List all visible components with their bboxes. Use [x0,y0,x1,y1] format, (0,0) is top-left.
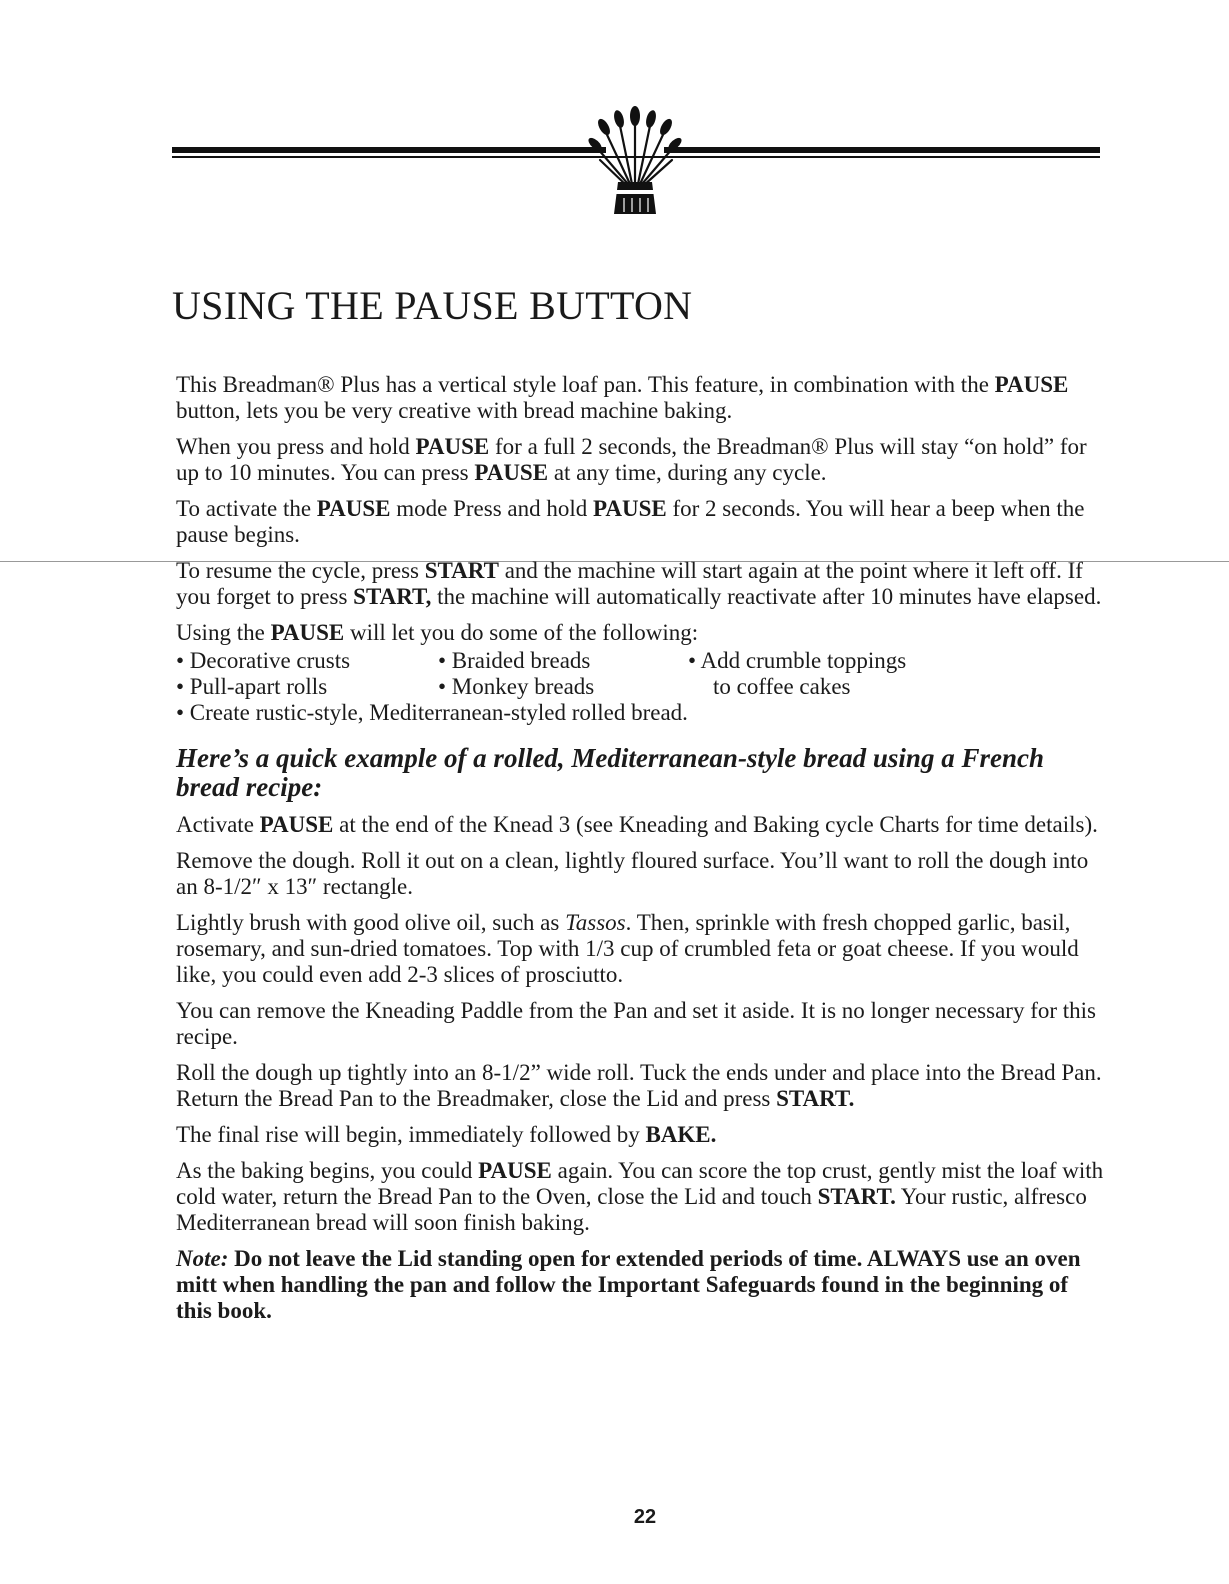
body-text [176,372,1106,1334]
step-paragraph: You can remove the Kneading Paddle from the Pan and set it aside. It is no longer necessary for this recipe. [176,998,1096,1049]
step-paragraph: Roll the dough up tightly into an 8-1/2” wide roll. Tuck the ends under and place into the Bread Pan. Return the Bread Pan to the Breadmaker, close the Lid and press START. [176,1060,1102,1111]
intro-paragraph-5: Using the PAUSE will let you do some of the following: [176,620,699,645]
list-item: • Create rustic-style, Mediterranean-styled rolled bread. [176,700,688,725]
page-number: 22 [633,1506,657,1528]
step-paragraph: Activate PAUSE at the end of the Knead 3 (see Kneading and Baking cycle Charts for time details). [176,812,1098,837]
list-item: to coffee cakes [713,674,851,699]
intro-paragraph-4: To resume the cycle, press START and the machine will start again at the point where it left off. If you forget to press START, the machine will automatically reactivate after 10 minutes have elapsed. [176,558,1102,609]
step-paragraph: Lightly brush with good olive oil, such as Tassos. Then, sprinkle with fresh chopped garlic, basil, rosemary, and sun-dried tomatoes. Top with 1/3 cup of crumbled feta or goat cheese. If you would like, you could even add 2-3 slices of prosciutto. [176,910,1079,987]
intro-paragraph-3: To activate the PAUSE mode Press and hold PAUSE for 2 seconds. You will hear a beep when the pause begins. [176,496,1085,547]
intro-paragraph-2: When you press and hold PAUSE for a full 2 seconds, the Breadman® Plus will stay “on hold” for up to 10 minutes. You can press PAUSE at any time, during any cycle. [176,434,1087,485]
step-paragraph: The final rise will begin, immediately followed by BAKE. [176,1122,717,1147]
list-item: • Pull-apart rolls [176,674,328,699]
safety-note [176,1246,1106,1324]
list-item: • Add crumble toppings [688,648,907,673]
note-label: Note: [176,1246,229,1271]
recipe-subheading: Here’s a quick example of a rolled, Mediterranean-style bread using a French bread recipe: [176,743,1044,802]
note-text: Do not leave the Lid standing open for extended periods of time. ALWAYS use an oven mitt when handling the pan and follow the Important Safeguards found in the beginning of this book. [176,1246,1081,1323]
bullet-list [176,648,1106,700]
page-title: USING THE PAUSE BUTTON [172,283,693,328]
list-item: • Monkey breads [438,674,595,699]
step-paragraph: As the baking begins, you could PAUSE again. You can score the top crust, gently mist the loaf with cold water, return the Bread Pan to the Oven, close the Lid and touch START. Your rustic, alfresco Mediterranean bread will soon finish baking. [176,1158,1104,1235]
step-paragraph: Remove the dough. Roll it out on a clean, lightly floured surface. You’ll want to roll the dough into an 8-1/2″ x 13″ rectangle. [176,848,1089,899]
list-item: • Decorative crusts [176,648,351,673]
list-item: • Braided breads [438,648,591,673]
intro-paragraph-1: This Breadman® Plus has a vertical style loaf pan. This feature, in combination with the PAUSE button, lets you be very creative with bread machine baking. [176,372,1069,423]
wheat-sheaf-icon [580,102,690,217]
